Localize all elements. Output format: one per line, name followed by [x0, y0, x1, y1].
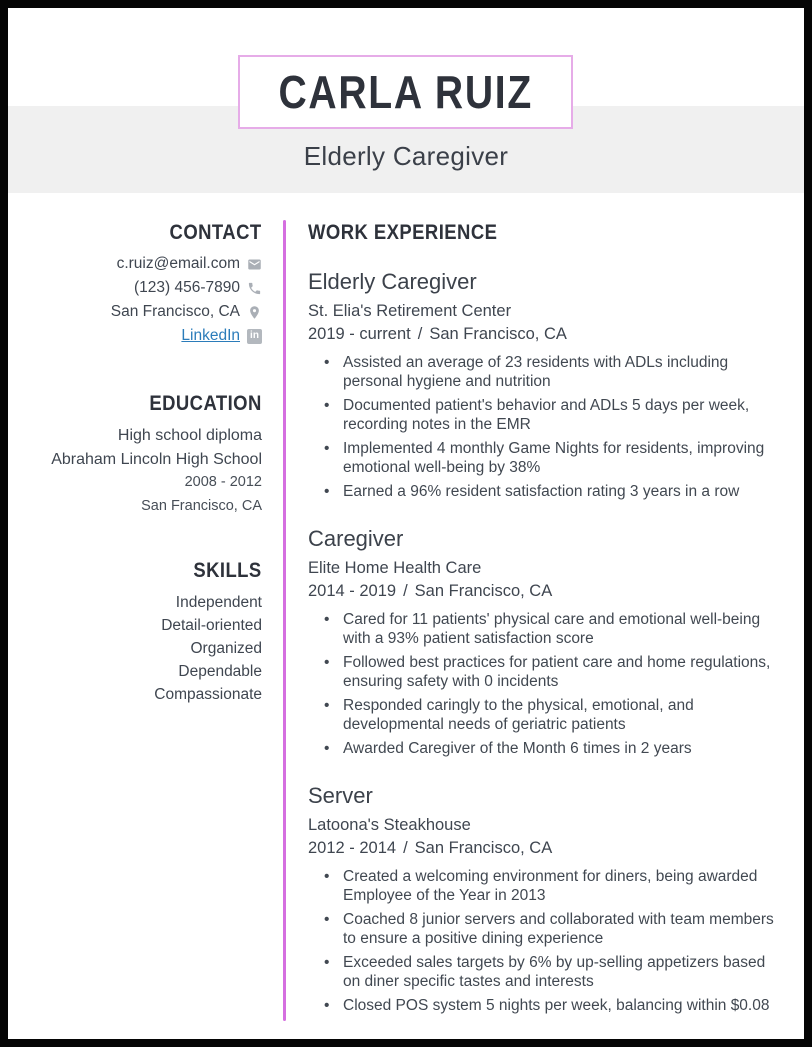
bullet-text: • Earned a 96% resident satisfaction rating 3 years in a row [343, 483, 740, 500]
bullet-text: • Followed best practices for patient care and home regulations, ensuring safety with 0 incidents [343, 654, 771, 690]
education-location: San Francisco, CA [141, 497, 262, 514]
phone-icon [247, 281, 262, 296]
contact-label: (123) 456-7890 [134, 279, 240, 296]
job-company: Latoona's Steakhouse [308, 816, 471, 834]
bullet-text: • Documented patient's behavior and ADLs 5 days per week, recording notes in the EMR [343, 397, 750, 433]
skill-item: Organized [190, 640, 262, 657]
education-details [8, 424, 262, 518]
bullet-text: • Exceeded sales targets by 6% by up-selling appetizers based on diner specific tastes and interests [343, 954, 766, 990]
contact-label: San Francisco, CA [110, 303, 240, 320]
bullet-text: • Assisted an average of 23 residents with ADLs including personal hygiene and nutrition [343, 354, 729, 390]
job-title: Elderly Caregiver [308, 269, 477, 294]
bullet-text: • Cared for 11 patients' physical care and emotional well-being with a 93% patient satisfaction score [343, 611, 761, 647]
date-location-separator: / [403, 582, 408, 600]
candidate-job-title: Elderly Caregiver [303, 141, 509, 171]
bullet-item [308, 653, 780, 691]
job-entry [308, 268, 780, 501]
bullet-item [308, 953, 780, 991]
job-location: San Francisco, CA [414, 839, 553, 857]
contact-item [8, 300, 262, 324]
sidebar [8, 222, 262, 706]
contact-label: c.ruiz@email.com [116, 255, 240, 272]
education-dates: 2008 - 2012 [184, 474, 262, 490]
job-title: Server [308, 783, 373, 808]
skill-item: Compassionate [154, 686, 262, 703]
job-location: San Francisco, CA [429, 325, 567, 343]
contact-item [8, 252, 262, 276]
linkedin-icon: in [247, 329, 262, 344]
bullet-item [308, 910, 780, 948]
work-experience-section [308, 222, 780, 1020]
contact-heading: CONTACT [169, 221, 262, 244]
date-location-separator: / [417, 325, 423, 343]
job-entry [308, 525, 780, 758]
education-degree: High school diploma [117, 427, 262, 444]
location-icon [247, 305, 262, 320]
skills-list [8, 591, 262, 706]
job-dateline [308, 838, 780, 859]
email-icon [247, 257, 262, 272]
bullet-item [308, 353, 780, 391]
date-location-separator: / [403, 839, 408, 857]
contact-list [8, 252, 262, 348]
skill-item: Detail-oriented [161, 617, 262, 634]
job-dates: 2012 - 2014 [308, 839, 397, 857]
job-company: Elite Home Health Care [308, 559, 482, 577]
bullet-text: • Awarded Caregiver of the Month 6 times in 2 years [343, 740, 692, 757]
vertical-divider [283, 220, 286, 1021]
bullet-item [308, 396, 780, 434]
contact-item [8, 276, 262, 300]
bullet-text: • Responded caringly to the physical, emotional, and developmental needs of geriatric patients [343, 697, 694, 733]
bullet-item [308, 867, 780, 905]
job-title: Caregiver [308, 526, 404, 551]
contact-item [8, 324, 262, 348]
education-heading: EDUCATION [149, 392, 262, 415]
job-bullets [308, 353, 780, 501]
bullet-text: • Closed POS system 5 nights per week, balancing within $0.08 [343, 997, 770, 1014]
bullet-item [308, 696, 780, 734]
work-experience-heading: WORK EXPERIENCE [308, 221, 498, 244]
education-school: Abraham Lincoln High School [51, 450, 262, 468]
job-bullets [308, 867, 780, 1015]
skills-heading: SKILLS [193, 559, 262, 582]
job-location: San Francisco, CA [414, 582, 553, 600]
job-bullets [308, 610, 780, 758]
job-dateline [308, 581, 780, 602]
job-company: St. Elia's Retirement Center [308, 302, 512, 320]
candidate-name: CARLA RUIZ [278, 66, 533, 118]
bullet-item [308, 610, 780, 648]
bullet-text: • Implemented 4 monthly Game Nights for residents, improving emotional well-being by 38% [343, 440, 765, 476]
jobs-list [308, 268, 780, 1015]
bullet-text: • Created a welcoming environment for diners, being awarded Employee of the Year in 2013 [343, 868, 758, 904]
bullet-item [308, 482, 780, 501]
job-entry [308, 782, 780, 1015]
bullet-text: • Coached 8 junior servers and collaborated with team members to ensure a positive dining experience [343, 911, 774, 947]
bullet-item [308, 439, 780, 477]
job-dateline [308, 324, 780, 345]
bullet-item [308, 996, 780, 1015]
job-dates: 2014 - 2019 [308, 582, 397, 600]
job-dates: 2019 - current [308, 325, 411, 343]
skill-item: Dependable [178, 663, 262, 680]
name-box [238, 55, 573, 129]
linkedin-link[interactable]: LinkedIn [181, 327, 240, 344]
bullet-item [308, 739, 780, 758]
skill-item: Independent [175, 594, 262, 611]
